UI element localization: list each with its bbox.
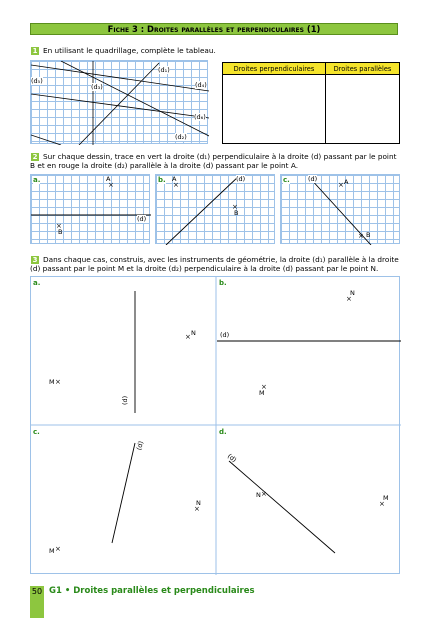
- point-b-label: B: [58, 228, 63, 236]
- point-m-label-c: M: [49, 547, 55, 555]
- line-d5: [31, 135, 61, 145]
- page-number-tab: [30, 586, 44, 618]
- exercise-2b-tag: b.: [158, 176, 166, 184]
- exercise-2b-grid: [155, 174, 275, 244]
- line-d4: [31, 65, 209, 91]
- line-d-label-a: (d): [121, 395, 129, 405]
- line-d2: [61, 61, 209, 136]
- point-n-label-a: N: [191, 329, 196, 337]
- page-number: 50: [31, 587, 43, 596]
- exercise-3a-tag: a.: [33, 279, 41, 287]
- point-a-label: A: [172, 175, 177, 183]
- table-header-perpendicular: Droites perpendiculaires: [223, 63, 326, 75]
- table-header-parallel: Droites parallèles: [325, 63, 399, 75]
- point-a-label: A: [106, 175, 111, 183]
- exercise-2c-tag: c.: [283, 176, 290, 184]
- table-cell-parallel[interactable]: [325, 75, 399, 144]
- cross-n-a: ×: [185, 333, 191, 341]
- cross-n-d: ×: [261, 490, 267, 498]
- cross-a: ×: [108, 181, 114, 189]
- exercise-2c-grid: [280, 174, 400, 244]
- exercise-3d-tag: d.: [219, 428, 227, 436]
- sheet-header: [30, 23, 398, 35]
- footer-title: G1 • Droites parallèles et perpendiculaires: [49, 586, 255, 596]
- sheet-title: Fiche 3 : Droites parallèles et perpendiculaires (1): [107, 24, 321, 34]
- point-n-label-c: N: [196, 499, 201, 507]
- point-n-label-b: N: [350, 289, 355, 297]
- cross-b: ×: [232, 203, 238, 211]
- label-d5: (d₅): [31, 77, 43, 85]
- exercise-2b-drawing: [156, 175, 276, 245]
- line-d-label: (d): [236, 175, 246, 183]
- cross-m-d: ×: [379, 500, 385, 508]
- cross-n-c: ×: [194, 505, 200, 513]
- line-d-d: [229, 461, 335, 553]
- line-d-c: [112, 443, 135, 543]
- exercise-3b-tag: b.: [219, 279, 227, 287]
- cross-b: ×: [56, 222, 62, 230]
- table-cell-perpendicular[interactable]: [223, 75, 326, 144]
- line-d1: [79, 63, 159, 145]
- exercise-3-drawing: [31, 277, 401, 575]
- point-m-label-b: M: [259, 389, 265, 397]
- point-m-label-d: M: [383, 494, 389, 502]
- exercise-1-grid: [30, 60, 208, 144]
- exercise-2a-tag: a.: [33, 176, 41, 184]
- cross-m-a: ×: [55, 378, 61, 386]
- label-d2: (d₂): [175, 133, 187, 141]
- answer-table: [222, 62, 400, 144]
- label-d1: (d₁): [158, 66, 170, 74]
- exercise-2-instruction: Sur chaque dessin, trace en vert la droite (d₁) perpendiculaire à la droite (d) passant par le point B et en rouge la droite (d₂) parallèle à la droite (d) passant par le point A.: [30, 152, 397, 170]
- cross-b: ×: [358, 232, 364, 240]
- exercise-2-number: 2: [32, 153, 38, 161]
- point-m-label-a: M: [49, 378, 55, 386]
- exercise-3-frame: [30, 276, 400, 574]
- exercise-1-instruction: En utilisant le quadrillage, complète le tableau.: [43, 46, 216, 55]
- point-a-label: A: [344, 178, 349, 186]
- cross-m-b: ×: [261, 383, 267, 391]
- exercise-2c-drawing: [281, 175, 401, 245]
- cross-a: ×: [338, 181, 344, 189]
- exercise-3-instruction: Dans chaque cas, construis, avec les instruments de géométrie, la droite (d₁) parallèle à la droite (d) passant par le point M et la droite (d₂) perpendiculaire à la droite (d) passant par le point N.: [30, 255, 399, 273]
- line-d-label: (d): [308, 175, 318, 183]
- line-d-label-c: (d): [135, 440, 146, 452]
- point-b-label: B: [234, 209, 239, 217]
- point-b-label: B: [366, 231, 371, 239]
- line-d-label: (d): [137, 215, 147, 223]
- cross-m-c: ×: [55, 545, 61, 553]
- cross-a: ×: [173, 181, 179, 189]
- label-d3: (d₃): [91, 83, 103, 91]
- line-d6: [31, 94, 209, 118]
- line-d-label-b: (d): [220, 331, 230, 339]
- exercise-2a-grid: [30, 174, 150, 244]
- exercise-3c-tag: c.: [33, 428, 40, 436]
- label-d6: (d₆): [194, 113, 206, 121]
- exercise-1-number: 1: [32, 47, 38, 55]
- exercise-2a-drawing: [31, 175, 151, 245]
- exercise-3-number: 3: [32, 256, 38, 264]
- cross-n-b: ×: [346, 295, 352, 303]
- label-d4: (d₄): [195, 81, 207, 89]
- line-d-label-d: (d): [225, 452, 239, 465]
- point-n-label-d: N: [256, 491, 261, 499]
